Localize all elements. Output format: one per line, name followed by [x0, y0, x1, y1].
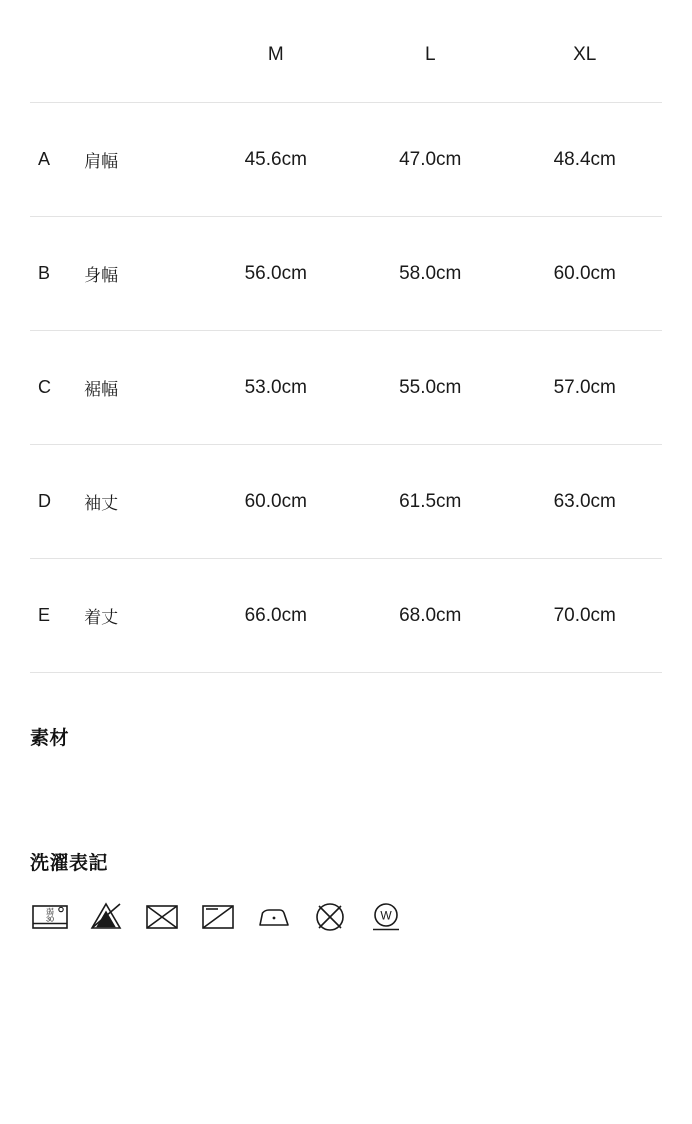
cell-xl: 48.4cm: [507, 103, 662, 217]
drip-dry-in-shade-icon: [198, 897, 238, 937]
column-header-part: [80, 44, 198, 103]
cell-l: 68.0cm: [353, 559, 507, 673]
wet-clean-icon: [366, 897, 406, 937]
table-row: [30, 103, 662, 217]
row-letter: E: [30, 559, 80, 673]
row-label: 肩幅: [80, 103, 198, 217]
cell-m: 60.0cm: [199, 445, 353, 559]
product-detail-page: [0, 44, 692, 1124]
care-section: [30, 848, 662, 937]
care-heading: 洗濯表記: [30, 853, 109, 874]
svg-text:弱: 弱: [46, 907, 54, 917]
material-heading: 素材: [30, 728, 70, 749]
no-bleach-icon: [86, 897, 126, 937]
cell-m: 45.6cm: [199, 103, 353, 217]
cell-m: 66.0cm: [199, 559, 353, 673]
size-chart-header-row: [30, 44, 662, 103]
row-letter: D: [30, 445, 80, 559]
size-chart-head: [30, 44, 662, 103]
cell-xl: 57.0cm: [507, 331, 662, 445]
material-text: [30, 760, 662, 778]
cell-m: 56.0cm: [199, 217, 353, 331]
column-header-letter: [30, 44, 80, 103]
no-tumble-dry-icon: [142, 897, 182, 937]
table-row: [30, 331, 662, 445]
table-row: [30, 217, 662, 331]
cell-xl: 70.0cm: [507, 559, 662, 673]
cell-l: 55.0cm: [353, 331, 507, 445]
table-row: [30, 445, 662, 559]
row-label: 身幅: [80, 217, 198, 331]
machine-wash-weak-30-icon: [30, 897, 70, 937]
row-letter: C: [30, 331, 80, 445]
row-letter: A: [30, 103, 80, 217]
cell-l: 47.0cm: [353, 103, 507, 217]
cell-l: 58.0cm: [353, 217, 507, 331]
care-symbol-list: [30, 897, 662, 937]
iron-low-heat-icon: [254, 897, 294, 937]
row-letter: B: [30, 217, 80, 331]
size-chart-table: [30, 44, 662, 673]
size-chart-body: [30, 103, 662, 673]
table-row: [30, 559, 662, 673]
svg-text:30: 30: [46, 916, 54, 924]
column-header-size-xl: XL: [507, 44, 662, 103]
column-header-size-l: L: [353, 44, 507, 103]
row-label: 裾幅: [80, 331, 198, 445]
row-label: 袖丈: [80, 445, 198, 559]
cell-m: 53.0cm: [199, 331, 353, 445]
material-section: [30, 723, 662, 778]
svg-text:W: W: [380, 908, 392, 923]
no-dry-clean-icon: [310, 897, 350, 937]
cell-l: 61.5cm: [353, 445, 507, 559]
cell-xl: 60.0cm: [507, 217, 662, 331]
row-label: 着丈: [80, 559, 198, 673]
cell-xl: 63.0cm: [507, 445, 662, 559]
column-header-size-m: M: [199, 44, 353, 103]
